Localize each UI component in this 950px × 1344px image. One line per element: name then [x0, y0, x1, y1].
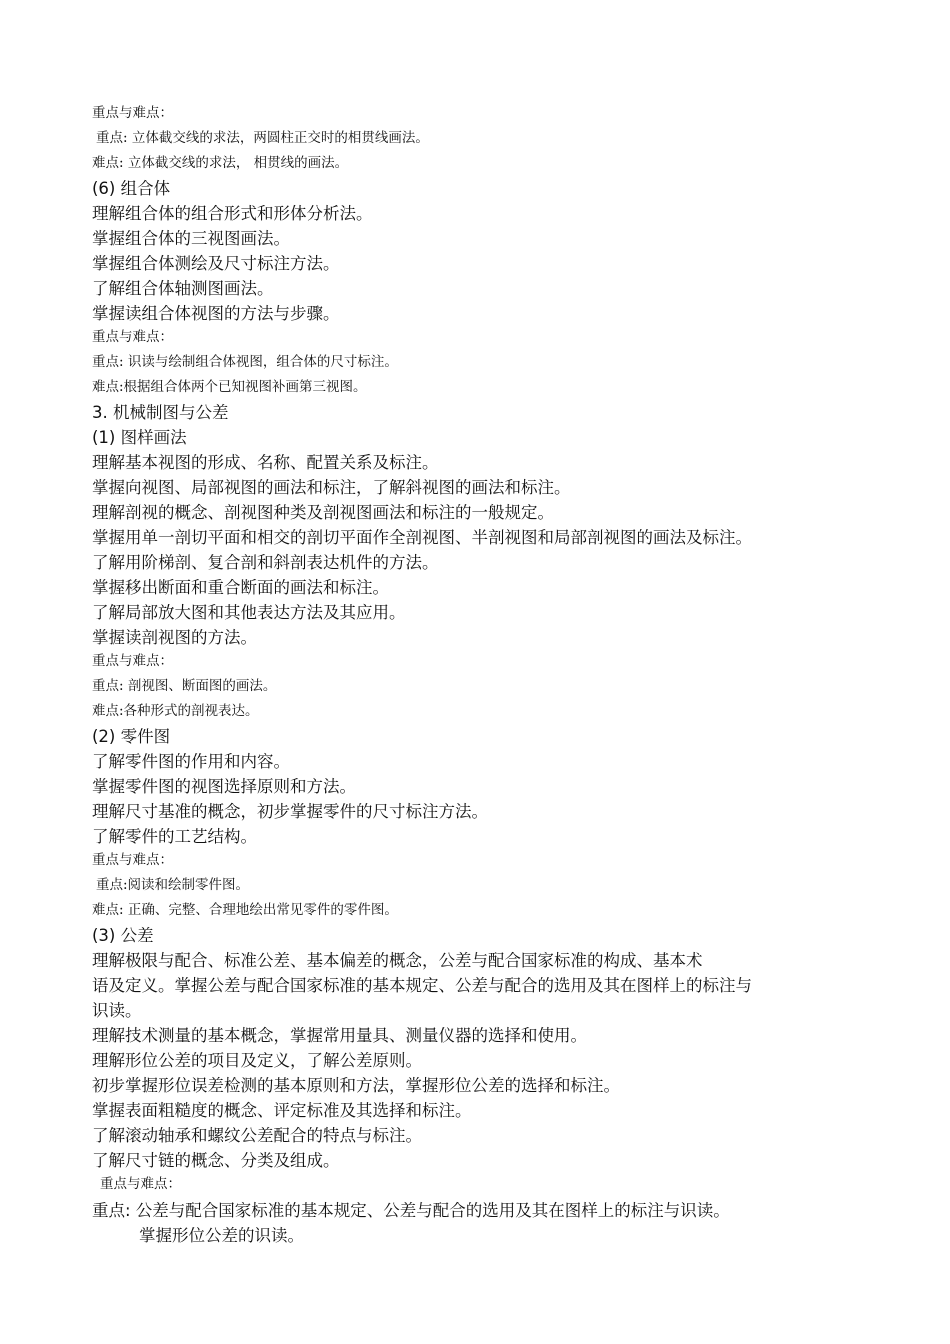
text-line: 掌握读剖视图的方法。 [92, 628, 257, 647]
text-line: 重点: 识读与绘制组合体视图，组合体的尺寸标注。 [92, 354, 398, 370]
text-line: 重点与难点： [92, 653, 173, 669]
text-line: 难点: 正确、完整、合理地绘出常见零件的零件图。 [92, 902, 398, 918]
text-line: (6) 组合体 [92, 179, 171, 198]
text-line: 理解组合体的组合形式和形体分析法。 [92, 204, 373, 223]
text-line: 理解形位公差的项目及定义，了解公差原则。 [92, 1051, 422, 1070]
text-line: 难点:根据组合体两个已知视图补画第三视图。 [92, 379, 367, 395]
text-line: 掌握向视图、局部视图的画法和标注，了解斜视图的画法和标注。 [92, 478, 571, 497]
text-line: 重点与难点： [92, 852, 173, 868]
text-line: 了解尺寸链的概念、分类及组成。 [92, 1151, 340, 1170]
text-line: 3. 机械制图与公差 [92, 403, 229, 422]
text-line: 掌握用单一剖切平面和相交的剖切平面作全剖视图、半剖视图和局部剖视图的画法及标注。 [92, 528, 752, 547]
text-line: 了解零件图的作用和内容。 [92, 752, 290, 771]
text-line: 掌握读组合体视图的方法与步骤。 [92, 304, 340, 323]
text-line: 掌握组合体测绘及尺寸标注方法。 [92, 254, 340, 273]
text-line: 了解零件的工艺结构。 [92, 827, 257, 846]
text-line: (3) 公差 [92, 926, 154, 945]
text-line: 掌握形位公差的识读。 [139, 1226, 304, 1245]
text-line: 重点与难点： [100, 1176, 181, 1192]
text-line: 重点与难点： [92, 329, 173, 345]
text-line: 掌握表面粗糙度的概念、评定标准及其选择和标注。 [92, 1101, 472, 1120]
text-line: 语及定义。掌握公差与配合国家标准的基本规定、公差与配合的选用及其在图样上的标注与 [92, 976, 752, 995]
text-line: 了解局部放大图和其他表达方法及其应用。 [92, 603, 406, 622]
text-line: 难点:各种形式的剖视表达。 [92, 703, 259, 719]
text-line: 初步掌握形位误差检测的基本原则和方法，掌握形位公差的选择和标注。 [92, 1076, 620, 1095]
text-line: 理解尺寸基准的概念，初步掌握零件的尺寸标注方法。 [92, 802, 488, 821]
text-line: 掌握零件图的视图选择原则和方法。 [92, 777, 356, 796]
text-line: 掌握移出断面和重合断面的画法和标注。 [92, 578, 389, 597]
text-line: 理解极限与配合、标准公差、基本偏差的概念，公差与配合国家标准的构成、基本术 [92, 951, 703, 970]
text-line: 了解滚动轴承和螺纹公差配合的特点与标注。 [92, 1126, 422, 1145]
text-line: 理解剖视的概念、剖视图种类及剖视图画法和标注的一般规定。 [92, 503, 554, 522]
text-line: 掌握组合体的三视图画法。 [92, 229, 290, 248]
text-line: 理解技术测量的基本概念，掌握常用量具、测量仪器的选择和使用。 [92, 1026, 587, 1045]
text-line: 重点与难点： [92, 105, 173, 121]
text-line: (1) 图样画法 [92, 428, 187, 447]
text-line: 重点: 剖视图、断面图的画法。 [92, 678, 277, 694]
text-line: 识读。 [92, 1001, 142, 1020]
text-line: 理解基本视图的形成、名称、配置关系及标注。 [92, 453, 439, 472]
text-line: 重点: 立体截交线的求法，两圆柱正交时的相贯线画法。 [96, 130, 429, 146]
text-line: 重点: 公差与配合国家标准的基本规定、公差与配合的选用及其在图样上的标注与识读。 [92, 1201, 730, 1220]
text-line: 了解用阶梯剖、复合剖和斜剖表达机件的方法。 [92, 553, 439, 572]
text-line: 难点: 立体截交线的求法， 相贯线的画法。 [92, 155, 349, 171]
text-line: 重点:阅读和绘制零件图。 [96, 877, 250, 893]
text-line: 了解组合体轴测图画法。 [92, 279, 274, 298]
text-line: (2) 零件图 [92, 727, 171, 746]
